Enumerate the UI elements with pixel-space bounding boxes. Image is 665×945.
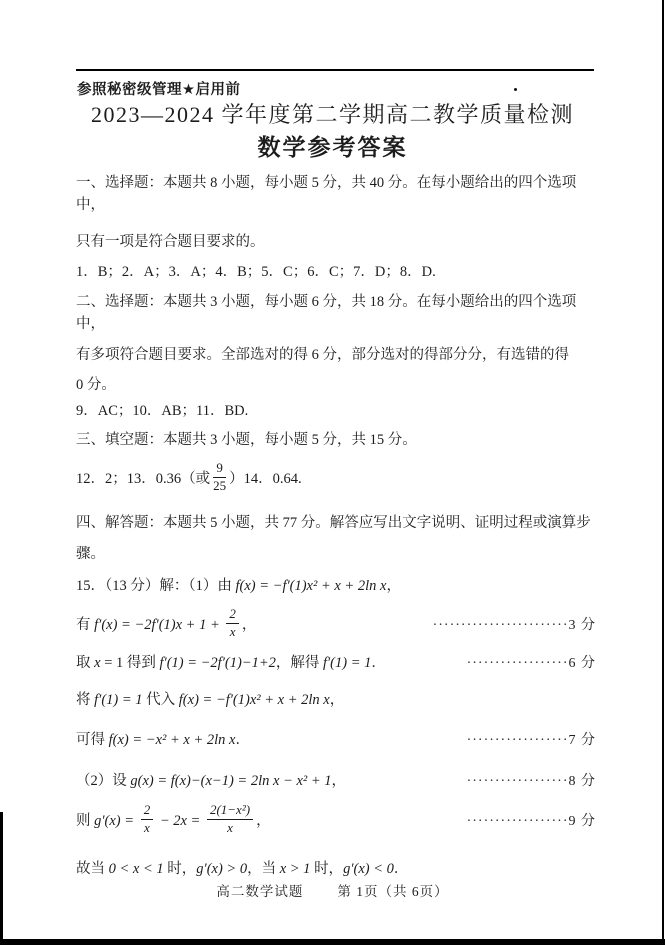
line-content [76,770,346,792]
math-segment: f′(1) = −2f′(1)−1+2 [159,654,276,671]
text-segment: 故当 [76,860,109,877]
sec3-heading [76,429,596,451]
sec2-heading-line2 [76,344,596,366]
text-segment: ． [371,654,386,671]
sec2-heading-line1 [76,291,596,335]
text-segment: 有 [76,616,95,633]
fraction: $\frac{9}{25}$ [213,460,227,493]
answers-9-11 [76,400,596,422]
text-segment: 代入 [142,691,179,708]
math-segment: f(x) = −x² + x + 2ln x [108,731,236,748]
line-content [76,652,386,674]
scan-speck [514,88,517,91]
q15-step-fx [76,729,596,752]
text-segment: ， [256,812,271,829]
q15-step-given [76,575,596,597]
sec1-heading-line1 [76,172,596,216]
text-segment: ， [331,772,347,789]
math-segment: g′(x) > 0 [196,860,248,877]
scan-edge-left [0,812,3,945]
text-segment: 将 [76,691,95,708]
page-title: 数学参考答案 [257,135,408,160]
line-content [76,801,271,838]
fraction: $\frac{\text{2(1−x²)}}{x}$ [207,803,253,836]
q15-part2-gprime [76,801,596,838]
math-segment: f′(1) = 1 [94,691,143,708]
line-content [76,689,344,711]
text-segment: 可得 [76,731,109,748]
line-content [76,543,105,565]
math-segment: f′(1) = 1 [322,654,372,671]
score-leader: ··················6 分 [466,655,596,671]
answers-1-8 [76,261,596,283]
text-segment: 一、选择题：本题共 8 小题，每小题 5 分，共 40 分。在每小题给出的四个选项中， [76,175,577,213]
math-segment: g(x) = f(x)−(x−1) = 2ln x − x² + 1 [130,772,332,789]
math-segment: g′(x) < 0 [343,860,394,877]
sec4-heading-line2 [76,543,596,565]
line-content [76,429,417,451]
answer-body [76,172,596,880]
header-rule [76,69,594,71]
text-segment: 则 [76,812,95,829]
security-notice: 参照秘密级管理★启用前 [77,82,241,98]
footer-page-number: 第 1页（共 6页） [337,884,449,899]
sec4-heading-line1 [76,512,596,534]
q15-part2-g [76,770,596,793]
footer-doc-label: 高二数学试题 [216,884,304,899]
line-content [76,261,436,283]
text-segment: 二、选择题：本题共 3 小题，每小题 6 分，共 18 分。在每小题给出的四个选项中， [76,294,577,332]
text-segment: ， [241,616,257,633]
text-segment: = 1 得到 [100,654,160,671]
text-segment: ， [329,691,345,708]
exam-title: 2023—2024 学年度第二学期高二教学质量检测 [90,102,574,127]
text-segment: 时， [163,860,197,877]
q15-step-solve [76,652,596,675]
text-segment: 有多项符合题目要求。全部选对的得 6 分，部分选对的得部分分，有选错的得 [76,347,569,363]
line-content [76,512,591,534]
text-segment: ． [235,731,250,748]
text-segment: 骤。 [76,545,105,562]
text-segment: ，当 [247,860,280,877]
sec2-heading-line3 [76,374,596,396]
text-segment: 时， [310,860,344,877]
q15-part2-monotonic [76,858,596,880]
line-content [76,858,408,880]
line-content [76,231,265,253]
text-segment: ，解得 [275,654,323,671]
text-segment: 只有一项是符合题目要求的。 [76,234,265,250]
line-content [76,172,596,216]
text-segment: 三、填空题：本题共 3 小题，每小题 5 分，共 15 分。 [76,432,417,448]
title-block [40,100,625,164]
math-segment: f′(x) = −2f′(1)x + 1 + [94,616,224,633]
line-content [76,605,257,642]
line-content [76,575,401,597]
math-segment: − 2x = [156,812,204,829]
sec1-heading-line2 [76,231,596,253]
math-segment: f(x) = −f′(1)x² + x + 2ln x [235,577,387,594]
line-content [76,374,116,396]
text-segment: 取 [76,654,95,671]
fraction: $\frac{2}{x}$ [141,803,154,836]
line-content [76,400,248,422]
text-segment: ， [386,577,401,594]
answers-12-14 [76,460,596,496]
math-segment: g′(x) = [94,812,138,829]
text-segment: ． [393,860,409,877]
score-leader: ··················8 分 [466,773,596,789]
text-segment: 1．B；2．A；3．A；4．B；5．C；6．C；7．D；8．D. [76,264,436,280]
score-leader: ··················7 分 [466,732,596,748]
math-segment: f(x) = −f′(1)x² + x + 2ln x [178,691,330,708]
text-segment: 9．AC；10．AB；11．BD. [76,403,249,419]
q15-step-substitute [76,689,596,711]
math-segment: 0 < x < 1 [108,860,164,877]
math-segment: x > 1 [279,860,311,877]
scan-edge-right [662,0,664,945]
scan-edge-bottom [0,939,665,945]
score-leader: ··················9 分 [466,813,596,829]
text-segment: 0 分。 [76,377,116,393]
text-segment: ）14．0.64. [229,470,302,487]
text-segment: 12．2；13．0.36（或 [76,470,211,487]
score-leader: ························3 分 [432,617,596,633]
line-content [76,344,569,366]
line-content [76,460,302,496]
line-content [76,729,250,751]
page-footer [0,880,665,900]
q15-step-derivative [76,605,596,642]
fraction: $\frac{2}{x}$ [226,607,239,640]
text-segment: 15．（13 分）解：（1）由 [76,577,236,594]
text-segment: （2）设 [76,772,131,789]
line-content [76,291,596,335]
text-segment: 四、解答题：本题共 5 小题，共 77 分。解答应写出文字说明、证明过程或演算步 [76,514,591,531]
math-segment: x [94,654,101,671]
